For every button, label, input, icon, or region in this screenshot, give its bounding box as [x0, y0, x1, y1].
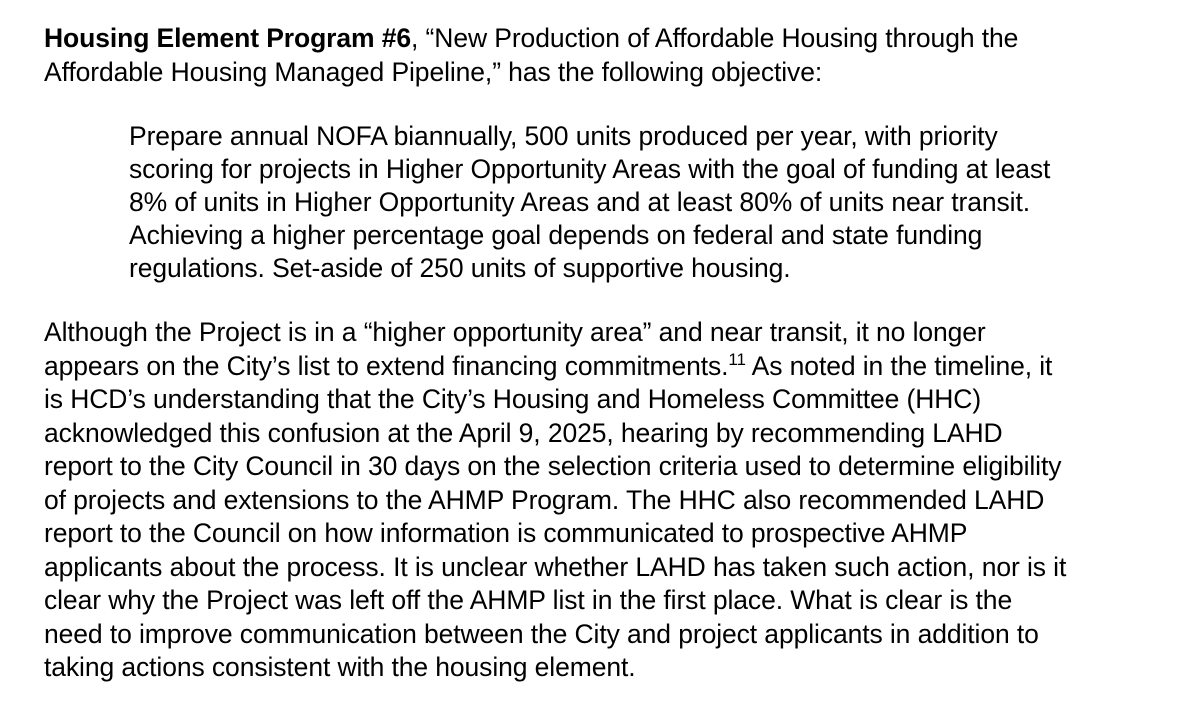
intro-paragraph: [44, 22, 1154, 89]
discussion-line: is HCD’s understanding that the City’s Housing and Homeless Committee (HHC): [44, 384, 982, 414]
discussion-line: need to improve communication between the City and project applicants in addition to: [44, 618, 1039, 649]
quote-line: scoring for projects in Higher Opportunity Areas with the goal of funding at least: [129, 154, 1051, 184]
discussion-line: report to the City Council in 30 days on the selection criteria used to determine eligibility: [44, 451, 1062, 481]
document-body: [44, 22, 1154, 685]
discussion-line-with-footnote: [44, 350, 1154, 384]
quote-line: regulations. Set-aside of 250 units of supportive housing.: [129, 253, 791, 283]
discussion-line: of projects and extensions to the AHMP Program. The HHC also recommended LAHD: [44, 484, 1045, 515]
discussion-paragraph: [44, 316, 1154, 685]
discussion-line: applicants about the process. It is unclear whether LAHD has taken such action, nor is it: [44, 551, 1067, 582]
objective-block-quote: [129, 120, 1149, 285]
discussion-line: clear why the Project was left off the AHMP list in the first place. What is clear is the: [44, 585, 1013, 615]
discussion-line: taking actions consistent with the housing element.: [44, 652, 636, 682]
footnote-reference[interactable]: 11: [728, 349, 746, 369]
program-name-text: , “New Production of Affordable Housing through the: [411, 23, 1019, 53]
quote-line: Achieving a higher percentage goal depends on federal and state funding: [129, 220, 983, 250]
intro-line-1: [44, 22, 1154, 56]
discussion-line: acknowledged this confusion at the April 9, 2025, hearing by recommending LAHD: [44, 417, 1003, 448]
discussion-line: Although the Project is in a “higher opportunity area” and near transit, it no longer: [44, 317, 986, 347]
intro-line-2: Affordable Housing Managed Pipeline,” has the following objective:: [44, 56, 823, 87]
quote-line: Prepare annual NOFA biannually, 500 units produced per year, with priority: [129, 121, 998, 151]
quote-line: 8% of units in Higher Opportunity Areas and at least 80% of units near transit.: [129, 187, 1030, 217]
discussion-text: As noted in the timeline, it: [745, 350, 1053, 381]
discussion-text: appears on the City’s list to extend financing commitments.: [44, 350, 729, 381]
program-title: Housing Element Program #6: [44, 23, 412, 53]
discussion-line: report to the Council on how information is communicated to prospective AHMP: [44, 518, 968, 548]
